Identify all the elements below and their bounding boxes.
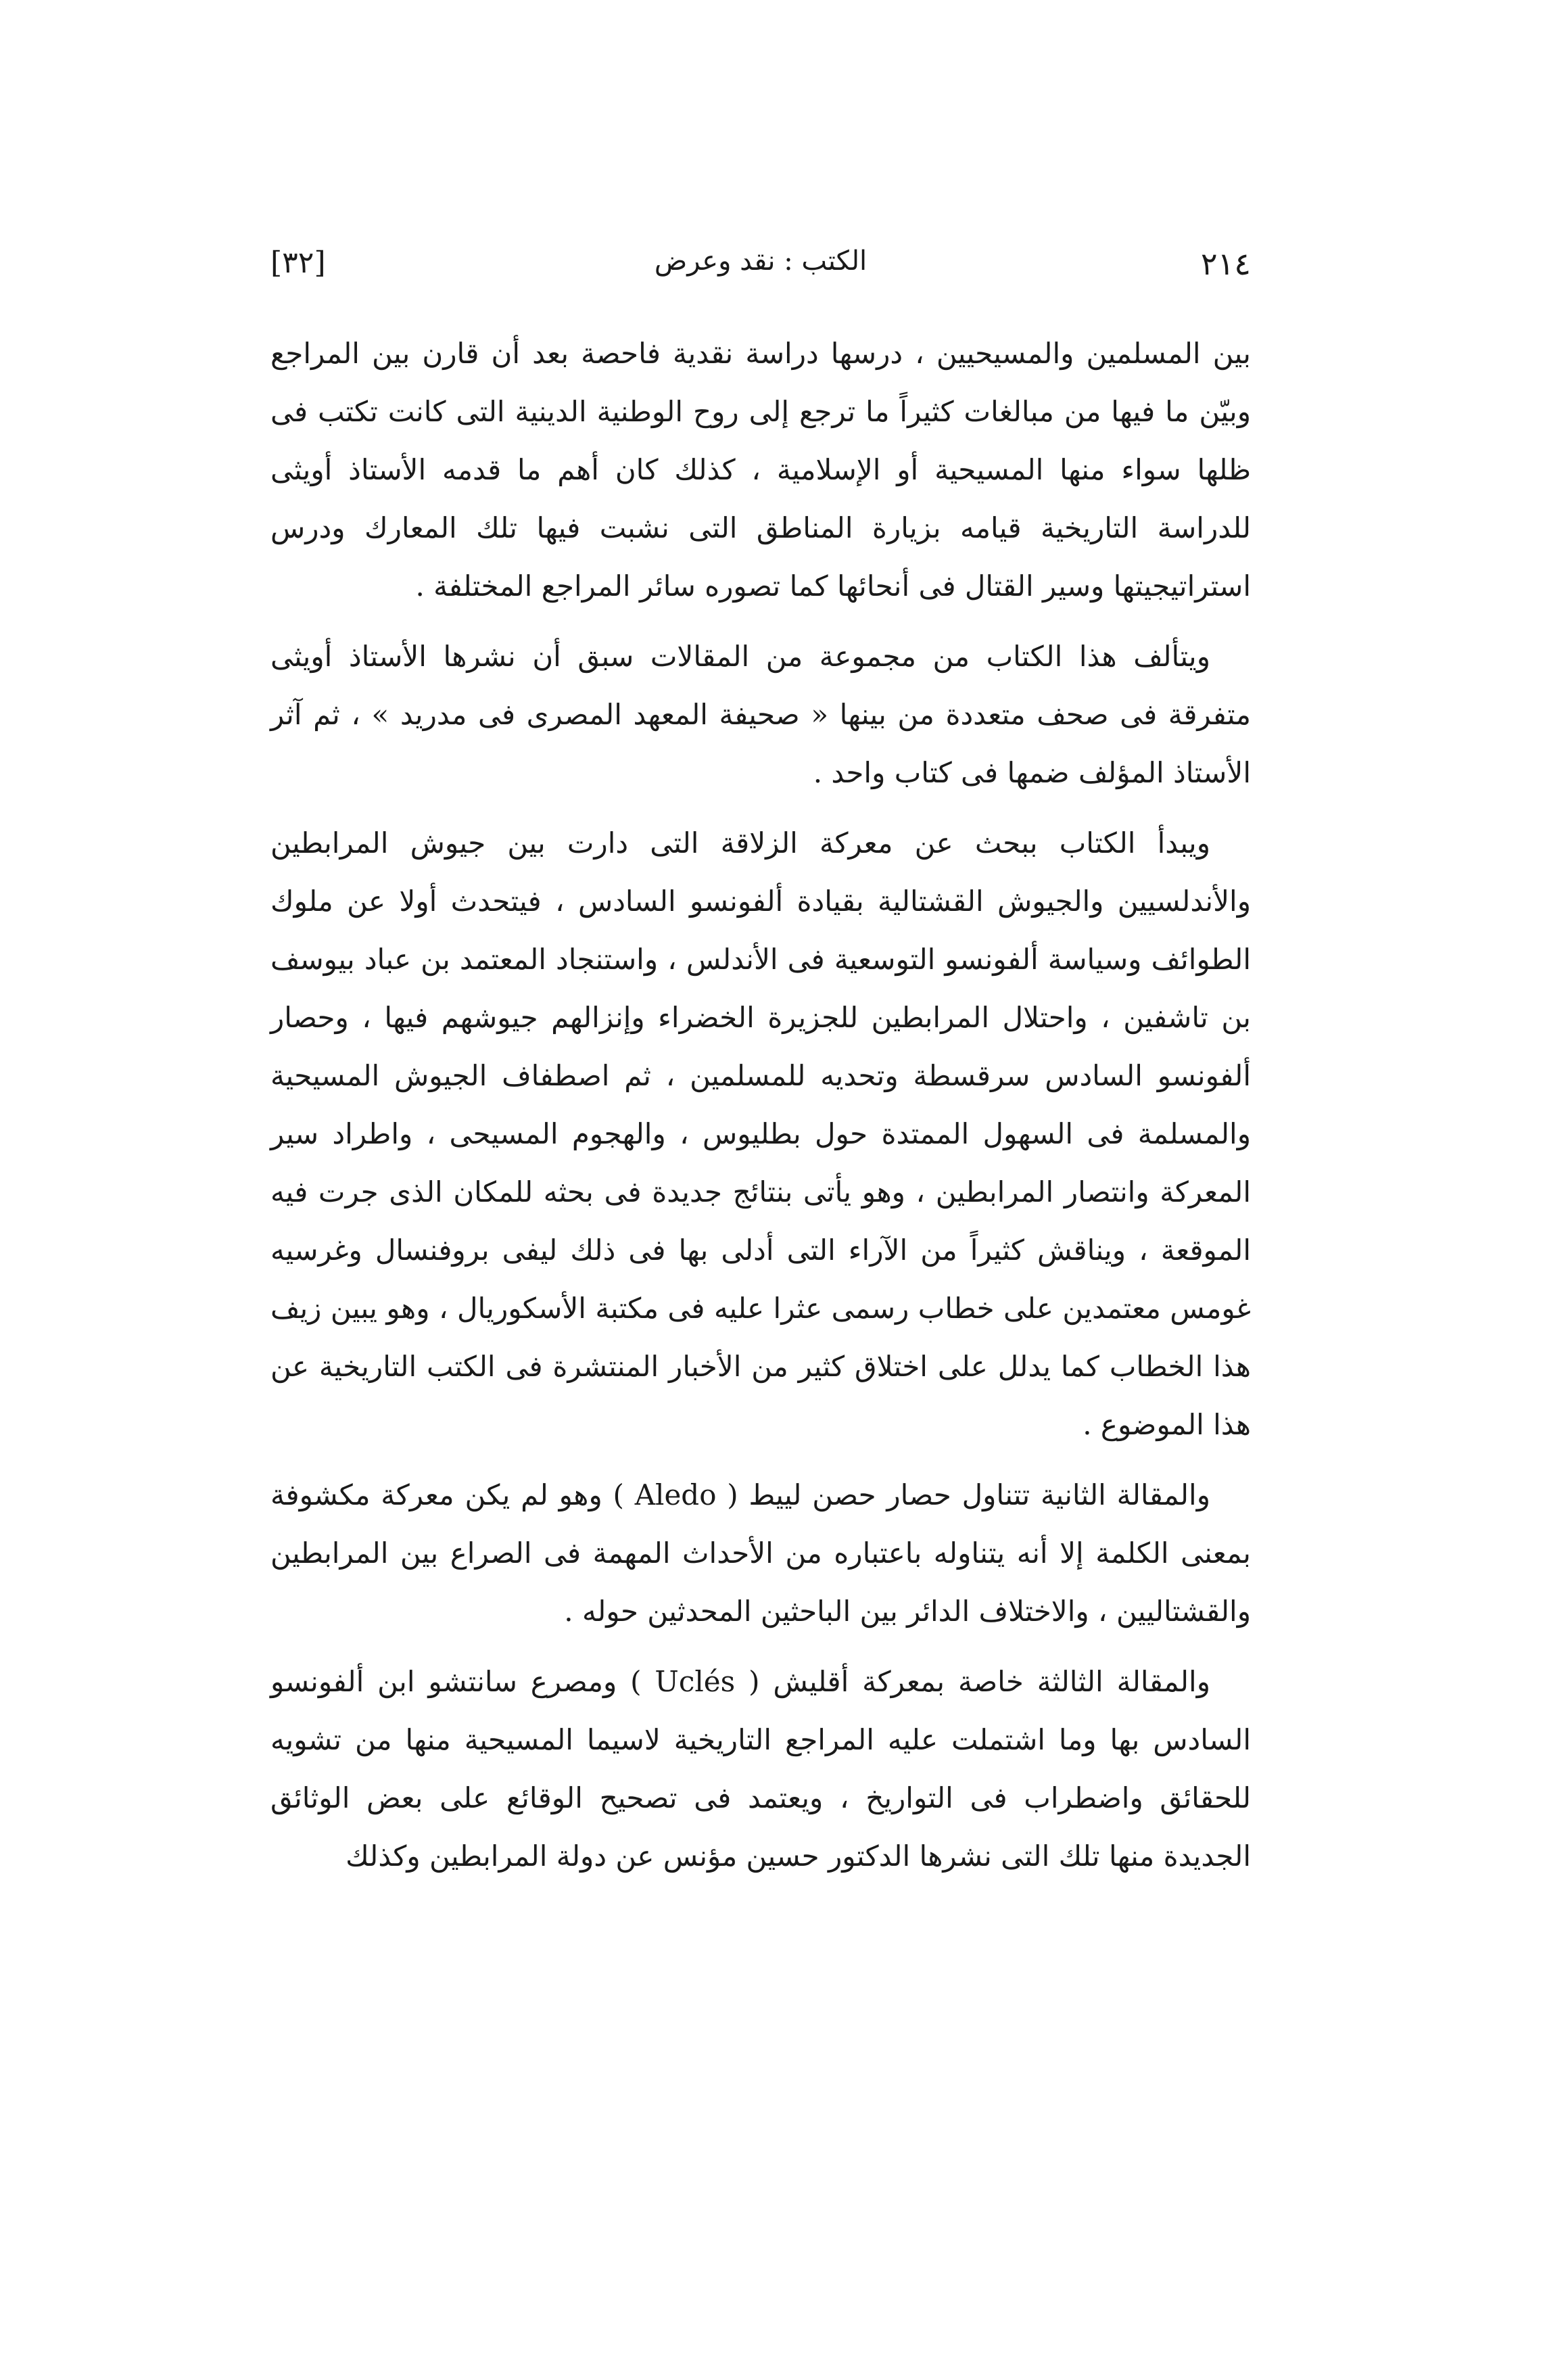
paragraph: ويبدأ الكتاب ببحث عن معركة الزلاقة التى دارت بين جيوش المرابطين والأندلسيين والجيوش القشتالية بقيادة ألفونسو السادس ، فيتحدث أولا عن ملوك الطوائف وسياسة ألفونسو التوسعية فى الأندلس ، واستنجاد المعتمد بن عباد بيوسف بن تاشفين ، واحتلال المرابطين للجزيرة الخضراء وإنزالهم جيوشهم فيها ، وحصار ألفونسو السادس سرقسطة وتحديه للمسلمين ، ثم اصطفاف الجيوش المسيحية والمسلمة فى السهول الممتدة حول بطليوس ، والهجوم المسيحى ، واطراد سير المعركة وانتصار المرابطين ، وهو يأتى بنتائج جديدة فى بحثه للمكان الذى جرت فيه الموقعة ، ويناقش كثيراً من الآراء التى أدلى بها فى ذلك ليفى بروفنسال وغرسيه غومس معتمدين على خطاب رسمى عثرا عليه فى مكتبة الأسكوريال ، وهو يبين زيف هذا الخطاب كما يدلل على اختلاق كثير من الأخبار المنتشرة فى الكتب التاريخية عن هذا الموضوع . <box>270 826 1252 1441</box>
paragraph: ويتألف هذا الكتاب من مجموعة من المقالات سبق أن نشرها الأستاذ أويثى متفرقة فى صحف متعددة من بينها « صحيفة المعهد المصرى فى مدريد » ، ثم آثر الأستاذ المؤلف ضمها فى كتاب واحد . <box>270 640 1251 789</box>
page-number: ٢١٤ <box>1200 245 1251 282</box>
running-title: الكتب : نقد وعرض <box>654 245 868 277</box>
paragraph: والمقالة الثانية تتناول حصار حصن لييط ( Aledo ) وهو لم يكن معركة مكشوفة بمعنى الكلمة إلا أنه يتناوله باعتباره من الأحداث المهمة فى الصراع بين المرابطين والقشتاليين ، والاختلاف الدائر بين الباحثين المحدثين حوله . <box>270 1478 1251 1628</box>
issue-number: [٣٢] <box>270 245 326 280</box>
paragraph: بين المسلمين والمسيحيين ، درسها دراسة نقدية فاحصة بعد أن قارن بين المراجع وبيّن ما فيها من مبالغات كثيراً ما ترجع إلى روح الوطنية الدينية التى كانت تكتب فى ظلها سواء منها المسيحية أو الإسلامية ، كذلك كان أهم ما قدمه الأستاذ أويثى للدراسة التاريخية قيامه بزيارة المناطق التى نشبت فيها تلك المعارك ودرس استراتيجيتها وسير القتال فى أنحائها كما تصوره سائر المراجع المختلفة . <box>270 337 1251 603</box>
paragraph: والمقالة الثالثة خاصة بمعركة أقليش ( Uclés ) ومصرع سانتشو ابن ألفونسو السادس بها وما اشتملت عليه المراجع التاريخية لاسيما المسيحية منها من تشويه للحقائق واضطراب فى التواريخ ، ويعتمد فى تصحيح الوقائع على بعض الوثائق الجديدة منها تلك التى نشرها الدكتور حسين مؤنس عن دولة المرابطين وكذلك <box>270 1665 1251 1873</box>
page-header <box>270 240 1251 294</box>
body-text <box>270 325 1251 1898</box>
